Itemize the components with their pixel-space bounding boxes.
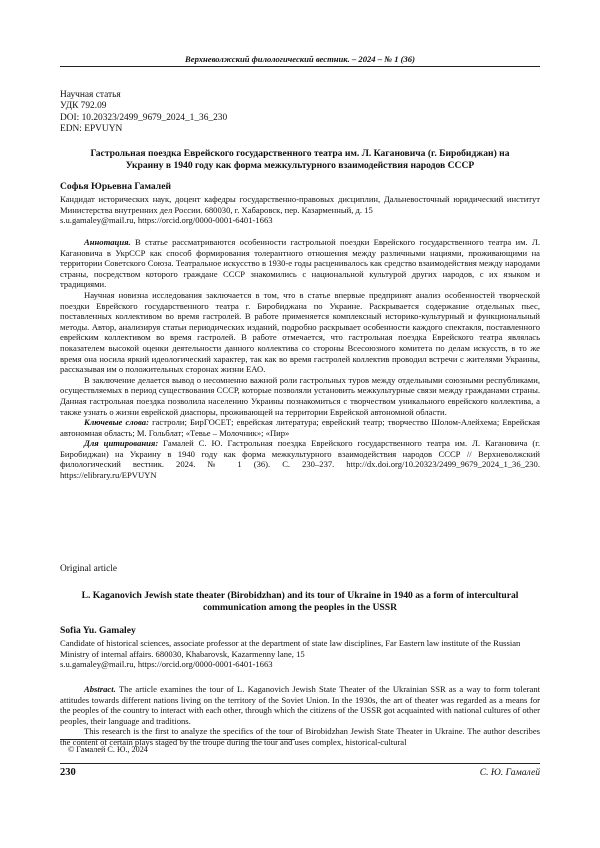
abstract-text-en-1: The article examines the tour of L. Kaganovich Jewish State Theater of the Ukrainian SSR as a way to form tolerant attitudes towards different nations living on the territory of the Soviet Union. In the 1930s, the art of theater was regarded as a means for the peoples of the country to interact with each other, through which the citizens of the USSR got acquainted with national cultures of other peoples, their language and traditions. bbox=[60, 684, 540, 726]
abstract-ru bbox=[60, 237, 540, 481]
affiliation-text-en: Candidate of historical sciences, associate professor at the department of state law disciplines, Far Eastern law institute of the Russian Ministry of internal affairs. 680030, Khabarovsk, Kazarmenny lane, 15 bbox=[60, 638, 521, 659]
keywords-label-ru: Ключевые слова: bbox=[84, 417, 149, 428]
abstract-label-ru: Аннотация. bbox=[84, 237, 131, 247]
abstract-paragraph-en-1 bbox=[60, 684, 540, 726]
udc-code: УДК 792.09 bbox=[60, 101, 107, 112]
affiliation-text-ru: Кандидат исторических наук, доцент кафедры государственно-правовых дисциплин, Дальневосточный юридический институт Министерства внутренних дел России. 680030, г. Хабаровск, пер. Казарменный, д. 15 bbox=[60, 194, 540, 215]
citation-text-ru: Гамалей С. Ю. Гастрольная поездка Еврейского государственного театра им. Л. Кагановича (г. Биробиджан) на Украину в 1940 году как форма межкультурного взаимодействия народов СССР // Верхневолжский филологический вестник. 2024. № 1 (36). С. 230–237. http://dx.doi.org/10.20323/2499_9679_2024_1_36_230. https://elibrary.ru/EPVUYN bbox=[60, 438, 540, 481]
article-title-ru: Гастрольная поездка Еврейского государственного театра им. Л. Кагановича (г. Биробиджан) на Украину в 1940 году как форма межкультурного взаимодействия народов СССР bbox=[90, 148, 510, 171]
abstract-label-en: Abstract. bbox=[84, 684, 116, 694]
header-rule bbox=[60, 66, 540, 67]
author-name-en: Sofia Yu. Gamaley bbox=[60, 625, 136, 636]
footnote-rule bbox=[60, 739, 295, 740]
abstract-paragraph-en-2: This research is the first to analyze the specifics of the tour of Birobidzhan Jewish State Theater in Ukraine. The author describes the content of certain plays staged by the troupe during the tour and uses complex, historical-cultural bbox=[60, 726, 540, 747]
author-contact-en[interactable]: s.u.gamaley@mail.ru, https://orcid.org/0000-0001-6401-1663 bbox=[60, 659, 273, 670]
author-affiliation-en bbox=[60, 638, 540, 670]
article-type: Научная статья bbox=[60, 90, 121, 100]
author-affiliation-ru bbox=[60, 194, 540, 226]
author-name-ru: Софья Юрьевна Гамалей bbox=[60, 181, 171, 192]
doi-link[interactable]: DOI: 10.20323/2499_9679_2024_1_36_230 bbox=[60, 112, 228, 123]
article-meta bbox=[60, 90, 227, 136]
abstract-paragraph-ru-1 bbox=[60, 237, 540, 290]
keywords-text-ru: гастроли; БирГОСЕТ; еврейская литература; еврейский театр; творчество Шолом-Алейхема; Еврейская автономная область; М. Гольблат; «Тевье – Молочник»; «Пир» bbox=[60, 417, 541, 438]
keywords-ru bbox=[60, 417, 540, 438]
citation-label-ru: Для цитирования: bbox=[84, 438, 159, 449]
author-contact-ru[interactable]: s.u.gamaley@mail.ru, https://orcid.org/0000-0001-6401-1663 bbox=[60, 215, 273, 226]
running-head: Верхневолжский филологический вестник. – 2024 – № 1 (36) bbox=[185, 54, 415, 64]
article-title-en: L. Kaganovich Jewish state theater (Birobidzhan) and its tour of Ukraine in 1940 as a form of intercultural communication among the peoples in the USSR bbox=[81, 590, 519, 613]
abstract-paragraph-ru-3: В заключение делается вывод о несомненно важной роли гастрольных туров между отдельными союзными республиками, осуществляемых в период существования СССР, которые позволяли установить межкультурные связи между гражданами страны. Данная гастрольная поездка позволила населению Украины познакомиться с творчеством уникального еврейского коллектива, а также узнать о жизни еврейской диаспоры, проживающей на территории Еврейской автономной области. bbox=[60, 374, 540, 417]
copyright-footnote: © Гамалей С. Ю., 2024 bbox=[68, 745, 148, 754]
page-number: 230 bbox=[60, 767, 76, 778]
edn-code: EDN: EPVUYN bbox=[60, 124, 123, 135]
original-article-label: Original article bbox=[60, 564, 118, 574]
footer-rule bbox=[60, 763, 540, 764]
abstract-text-ru-1: В статье рассматриваются особенности гастрольной поездки Еврейского государственного театра им. Л. Кагановича в УкрССР как способ формирования толерантного отношения между различными нациями, проживающими на территории Советского Союза. Театральное искусство в 1930-е годы расценивалось как средство взаимодействия между народами страны, посредством которого граждане СССР знакомились с национальной культурой других народов, с их языком и традициями. bbox=[60, 237, 540, 290]
citation-ru bbox=[60, 438, 540, 480]
abstract-paragraph-ru-2: Научная новизна исследования заключается в том, что в статье впервые предпринят анализ особенностей творческой поездки Еврейского государственного театра г. Биробиджана по Украине. Раскрывается содержание отдельных пьес, поставленных коллективом во время гастролей. В работе применяется комплексный историко-культурный и функциональный методы. Автор, анализируя статьи периодических изданий, подробно раскрывает особенности каждого спектакля, поставленного еврейским коллективом во время гастролей. В работе отмечается, что гастрольная поездка Еврейского театра являлась показателем высокой оценки деятельности данного коллектива со стороны Всесоюзного комитета по делам искусств, в то же время она носила яркий идеологический характер, так как во время гастролей коллектив проводил встречи с жителями Украины, рассказывая им о положительных сторонах жизни ЕАО. bbox=[60, 289, 540, 375]
footer-author: С. Ю. Гамалей bbox=[479, 767, 540, 778]
